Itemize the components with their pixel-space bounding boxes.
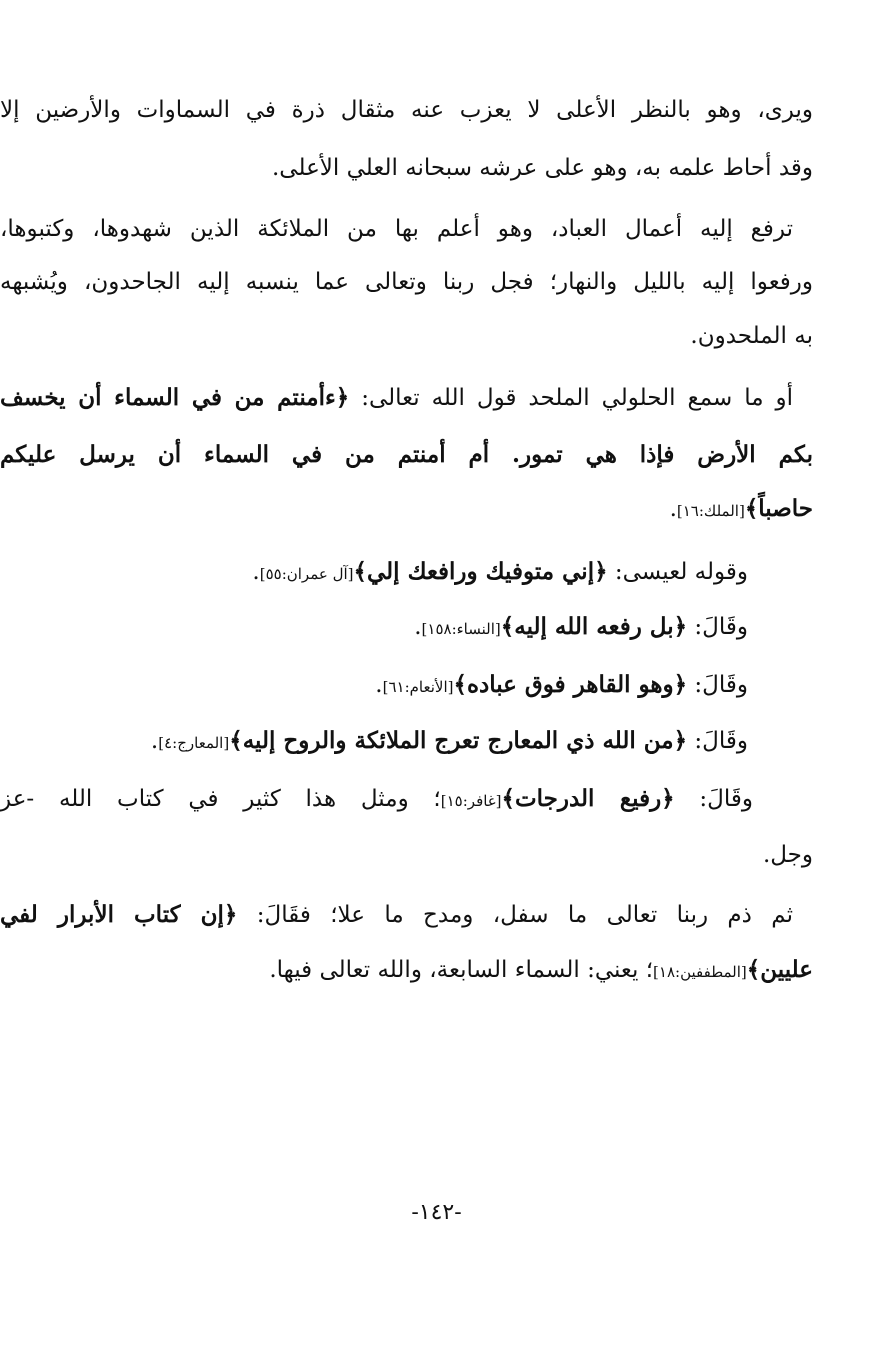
quran-verse: ﴿رفيع الدرجات﴾ [501, 785, 675, 812]
verse-reference: [الملك:١٦] [676, 502, 745, 520]
quran-verse: ﴿إن كتاب الأبرار لفي [0, 901, 238, 928]
text-line [0, 950, 813, 990]
line-suffix: ؛ يعني: السماء السابعة، والله تعالى فيها. [269, 957, 654, 983]
line-suffix: . [414, 614, 422, 640]
quran-verse: ﴿وهو القاهر فوق عباده﴾ [453, 671, 688, 698]
quran-verse: ﴿من الله ذي المعارج تعرج الملائكة والروح إليه﴾ [229, 727, 688, 754]
text-line [0, 378, 793, 418]
line-prefix: أو ما سمع الحلولي الملحد قول الله تعالى: [349, 385, 793, 411]
verse-reference: [الأنعام:٦١] [382, 678, 454, 696]
line-prefix: وقوله لعيسى: [607, 559, 748, 585]
quran-verse: ﴿بل رفعه الله إليه﴾ [500, 613, 688, 640]
text-line [0, 665, 748, 705]
line-prefix: وقَالَ: [687, 728, 748, 754]
line-text: ترفع إليه أعمال العباد، وهو أعلم بها من الملائكة الذين شهدوها، وكتبوها، [0, 216, 793, 242]
quran-verse: حاصباً﴾ [744, 495, 813, 522]
text-line [0, 148, 813, 188]
line-prefix: وقَالَ: [687, 614, 748, 640]
text-line [0, 552, 748, 592]
line-prefix: وقَالَ: [687, 672, 748, 698]
line-suffix: . [252, 559, 260, 585]
line-text: وقد أحاط علمه به، وهو على عرشه سبحانه العلي الأعلى. [271, 155, 813, 181]
line-suffix: . [150, 728, 159, 754]
text-line [0, 607, 748, 647]
line-text: به الملحدون. [690, 323, 813, 349]
line-text: ويرى، وهو بالنظر الأعلى لا يعزب عنه مثقال ذرة في السماوات والأرضين إلا [0, 97, 813, 123]
text-line [0, 435, 813, 475]
text-line [0, 262, 813, 302]
text-line [0, 489, 813, 529]
quran-verse: ﴿إني متوفيك ورافعك إلي﴾ [353, 558, 608, 585]
page-number: -١٤٢- [411, 1200, 462, 1225]
text-line [0, 316, 813, 356]
text-line [0, 835, 813, 875]
text-line [0, 721, 748, 761]
verse-reference: [آل عمران:٥٥] [259, 565, 354, 583]
verse-reference: [غافر:١٥] [440, 792, 502, 810]
line-suffix: وجل. [762, 842, 813, 868]
line-prefix: وقَالَ: [674, 786, 753, 812]
line-suffix: . [375, 672, 383, 698]
line-suffix: . [669, 496, 677, 522]
text-line [0, 779, 753, 819]
line-suffix: ؛ ومثل هذا كثير في كتاب الله -عز [0, 786, 441, 812]
quran-verse: بكم الأرض فإذا هي تمور. أم أمنتم من في السماء أن يرسل عليكم [0, 441, 813, 468]
quran-verse: عليين﴾ [746, 956, 813, 983]
text-line [0, 90, 813, 130]
line-text: ورفعوا إليه بالليل والنهار؛ فجل ربنا وتعالى عما ينسبه إليه الجاحدون، ويُشبهه [0, 269, 813, 295]
line-prefix: ثم ذم ربنا تعالى ما سفل، ومدح ما علا؛ فقَالَ: [237, 902, 793, 928]
verse-reference: [النساء:١٥٨] [421, 620, 501, 638]
text-line [0, 895, 793, 935]
verse-reference: [المطففين:١٨] [653, 963, 747, 981]
verse-reference: [المعارج:٤] [158, 734, 230, 752]
quran-verse: ﴿ءأمنتم من في السماء أن يخسف [0, 384, 350, 411]
text-line [0, 209, 793, 249]
